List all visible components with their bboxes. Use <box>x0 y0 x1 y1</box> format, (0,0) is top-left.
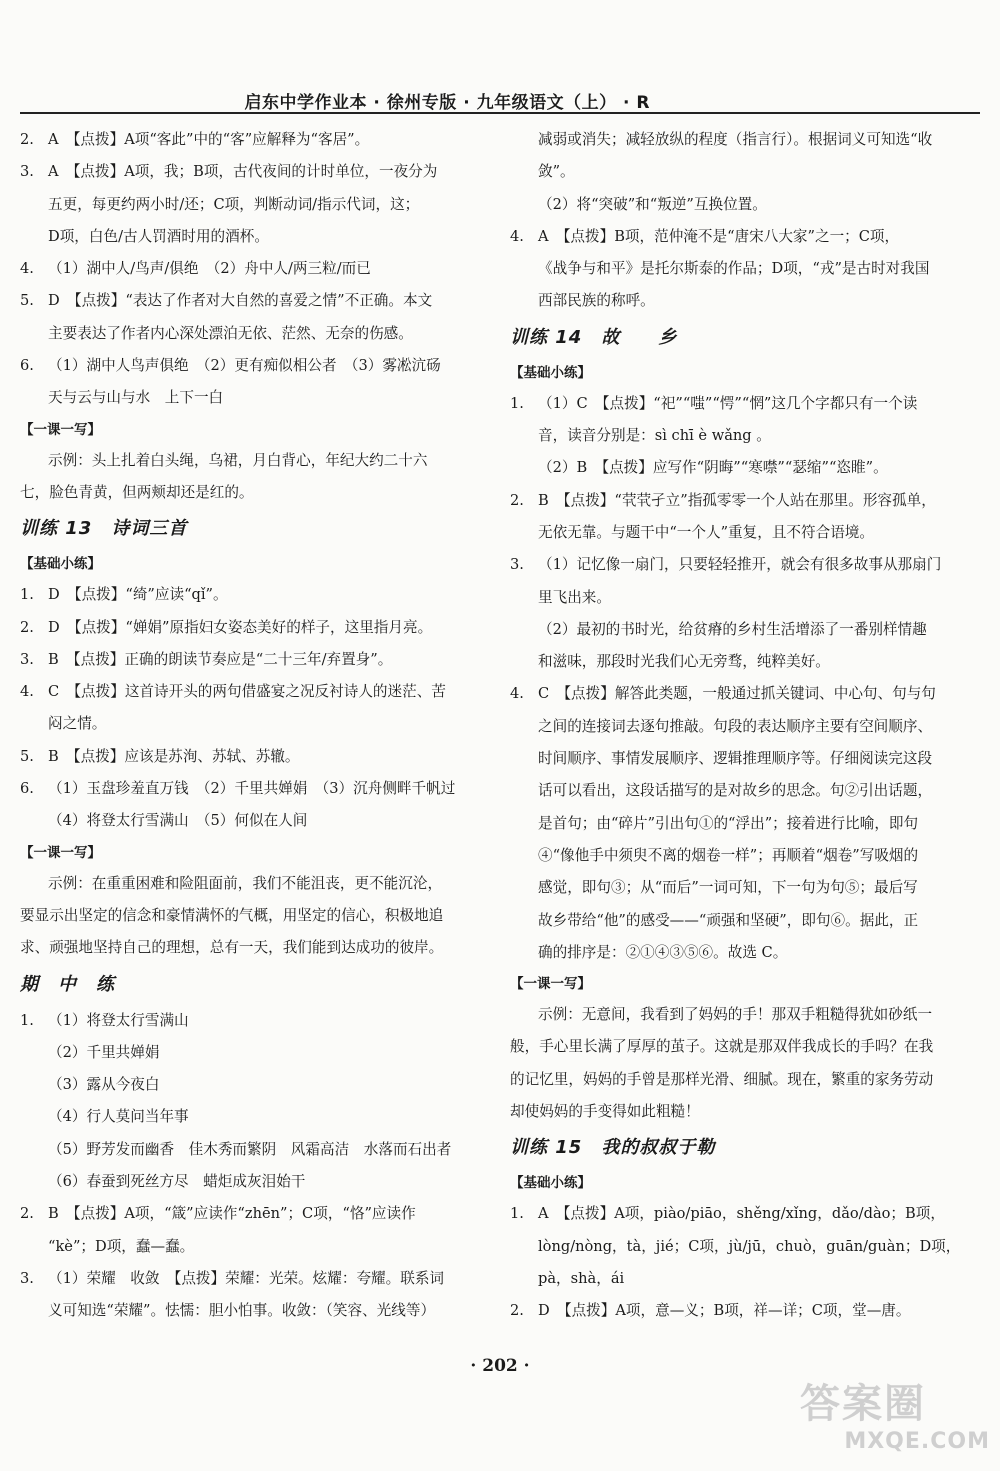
item-continuation: （2）B 【点拨】应写作“阴晦”“寒噤”“瑟缩”“恣睢”。 <box>538 459 888 477</box>
watermark-logo <box>800 1380 990 1464</box>
answer-item <box>20 1263 475 1295</box>
item-continuation: （4）行人莫问当年事 <box>48 1108 189 1126</box>
answer-item <box>20 579 475 611</box>
item-number: 2. <box>20 618 34 636</box>
item-number: 4. <box>20 260 34 278</box>
item-continuation: （2）将“突破”和“叛逆”互换位置。 <box>538 195 767 213</box>
paragraph-start: 示例：无意间，我看到了妈妈的手！那双手粗糙得犹如砂纸一 <box>538 1006 933 1024</box>
item-text: A 【点拨】B项，范仲淹不是“唐宋八大家”之一；C项， <box>538 227 900 245</box>
answer-item <box>20 124 475 156</box>
answer-item <box>20 676 475 708</box>
item-text: B 【点拨】“茕茕孑立”指孤零零一个人站在那里。形容孤单， <box>538 491 936 509</box>
item-text: （1）湖中人鸟声俱绝 （2）更有痴似相公者 （3）雾凇沆砀 <box>48 357 441 375</box>
watermark-url: MXQE.COM <box>844 1429 990 1454</box>
item-text: （1）玉盘珍羞直万钱 （2）千里共婵娟 （3）沉舟侧畔千帆过 <box>48 780 456 798</box>
section-heading: 训练 15 我的叔叔于勒 <box>510 1137 716 1159</box>
item-text: （1）将登太行雪满山 <box>48 1011 189 1029</box>
item-number: 6. <box>20 780 34 798</box>
item-number: 2. <box>510 1302 524 1320</box>
item-continuation: （5）野芳发而幽香 佳木秀而繁阴 风霜高洁 水落而石出者 <box>48 1140 452 1158</box>
paragraph-line: 的记忆里，妈妈的手曾是那样光滑、细腻。现在，繁重的家务劳动 <box>510 1070 934 1088</box>
item-text: A 【点拨】A项，我；B项，古代夜间的计时单位，一夜分为 <box>48 163 438 181</box>
item-text: D 【点拨】“绮”应读“qǐ”。 <box>48 586 228 604</box>
paragraph-line: 七，脸色青黄，但两颊却还是红的。 <box>20 483 254 501</box>
subsection-label: 【基础小练】 <box>510 364 591 381</box>
subsection-label: 【一课一写】 <box>20 844 101 861</box>
item-continuation: 里飞出来。 <box>538 588 611 606</box>
item-text: （1）记忆像一扇门，只要轻轻推开，就会有很多故事从那扇门 <box>538 556 942 574</box>
item-continuation: 话可以看出，这段话描写的是对故乡的思念。句②引出话题， <box>538 782 933 800</box>
item-continuation: 无依无靠。与题干中“一个人”重复，且不符合语境。 <box>538 523 874 541</box>
paragraph-line: 求、顽强地坚持自己的理想，总有一天，我们能到达成功的彼岸。 <box>20 939 444 957</box>
section-heading: 训练 13 诗词三首 <box>20 518 188 540</box>
item-continuation: 和滋味，那段时光我们心无旁骛，纯粹美好。 <box>538 653 830 671</box>
item-continuation: 之间的连接词去逐句推敲。句段的表达顺序主要有空间顺序、 <box>538 717 933 735</box>
subsection-label: 【一课一写】 <box>510 976 591 993</box>
item-text: （1）荣耀 收敛 【点拨】荣耀：光荣。炫耀：夸耀。联系词 <box>48 1269 445 1287</box>
item-continuation: D项，白色/古人罚酒时用的酒杯。 <box>48 227 269 245</box>
item-number: 2. <box>20 1205 34 1223</box>
subsection-label: 【基础小练】 <box>510 1175 591 1192</box>
item-continuation: 西部民族的称呼。 <box>538 292 655 310</box>
item-continuation: ④“像他手中须臾不离的烟卷一样”；再顺着“烟卷”写吸烟的 <box>538 846 919 864</box>
item-continuation: （2）最初的书时光，给贫瘠的乡村生活增添了一番别样情趣 <box>538 620 927 638</box>
subsection-label: 【一课一写】 <box>20 421 101 438</box>
item-number: 1. <box>20 586 34 604</box>
answer-item <box>20 156 475 188</box>
answer-item <box>510 678 965 710</box>
header-divider <box>20 112 980 114</box>
item-continuation: 时间顺序、事情发展顺序、逻辑推理顺序等。仔细阅读完这段 <box>538 750 933 768</box>
answer-item <box>20 285 475 317</box>
item-continuation: 《战争与和平》是托尔斯泰的作品；D项，“戎”是古时对我国 <box>538 260 930 278</box>
answer-item <box>20 612 475 644</box>
item-text: D 【点拨】A项，意—义；B项，祥—详；C项，堂—唐。 <box>538 1302 911 1320</box>
subsection-label: 【基础小练】 <box>20 556 101 573</box>
item-continuation: 敛”。 <box>538 163 575 181</box>
item-number: 5. <box>20 747 34 765</box>
answer-item <box>510 388 965 420</box>
answer-item <box>510 549 965 581</box>
left-column <box>20 124 475 1328</box>
item-text: A 【点拨】A项“客此”中的“客”应解释为“客居”。 <box>48 131 370 148</box>
item-number: 4. <box>510 685 524 703</box>
section-heading: 期 中 练 <box>20 973 115 995</box>
item-continuation: pà，shà，ái <box>538 1269 625 1287</box>
item-number: 2. <box>510 491 524 509</box>
item-number: 4. <box>20 683 34 701</box>
item-continuation: 故乡带给“他”的感受——“顽强和坚硬”，即句⑥。据此，正 <box>538 911 919 929</box>
item-text: C 【点拨】解答此类题，一般通过抓关键词、中心句、句与句 <box>538 685 936 703</box>
page-header <box>20 86 980 113</box>
item-text: （1）湖中人/鸟声/俱绝 （2）舟中人/两三粒/而已 <box>48 260 371 278</box>
answer-item <box>510 485 965 517</box>
answer-item <box>20 1005 475 1037</box>
item-continuation: 义可知选“荣耀”。怯懦：胆小怕事。收敛：（笑容、光线等） <box>48 1302 436 1320</box>
answer-item <box>20 1198 475 1230</box>
item-text: B 【点拨】正确的朗读节奏应是“二十三年/弃置身”。 <box>48 650 393 668</box>
item-number: 2. <box>20 131 34 148</box>
paragraph-line: 却使妈妈的手变得如此粗糙！ <box>510 1103 700 1121</box>
item-text: （1）C 【点拨】“祀”“嗤”“愕”“惘”这几个字都只有一个读 <box>538 394 918 412</box>
item-continuation: 感觉，即句③；从“而后”一词可知，下一句为句⑤；最后写 <box>538 879 918 897</box>
item-continuation: 减弱或消失；减轻放纵的程度（指言行）。根据词义可知选“收 <box>538 131 933 148</box>
item-continuation: 是首句；由“碎片”引出句①的“浮出”；接着进行比喻，即句 <box>538 814 919 832</box>
item-continuation: （2）千里共婵娟 <box>48 1043 160 1061</box>
item-text: C 【点拨】这首诗开头的两句借盛宴之况反衬诗人的迷茫、苦 <box>48 683 446 701</box>
item-text: B 【点拨】应该是苏洵、苏轼、苏辙。 <box>48 747 300 765</box>
item-text: D 【点拨】“表达了作者对大自然的喜爱之情”不正确。本文 <box>48 292 433 310</box>
paragraph-line: 要显示出坚定的信念和豪情满怀的气概，用坚定的信心，积极地追 <box>20 906 444 924</box>
item-text: B 【点拨】A项，“箴”应读作“zhēn”；C项，“恪”应读作 <box>48 1205 416 1223</box>
item-continuation: 闷之情。 <box>48 715 107 733</box>
item-text: A 【点拨】A项，piào/piāo，shěng/xǐng，dǎo/dào；B项， <box>538 1205 945 1223</box>
right-column <box>510 124 965 1328</box>
answer-item <box>20 253 475 285</box>
item-number: 3. <box>20 163 34 181</box>
item-number: 6. <box>20 357 34 375</box>
item-continuation: 天与云与山与水 上下一白 <box>48 389 224 407</box>
item-continuation: 五更，每更约两小时/还；C项，判断动词/指示代词，这； <box>48 195 420 213</box>
item-continuation: 主要表达了作者内心深处漂泊无依、茫然、无奈的伤感。 <box>48 324 413 342</box>
item-number: 3. <box>20 1269 34 1287</box>
paragraph-start: 示例：头上扎着白头绳，乌裙，月白背心，年纪大约二十六 <box>48 451 428 469</box>
answer-item <box>510 221 965 253</box>
watermark-text: 答案圈 <box>800 1381 926 1427</box>
item-continuation: （6）春蚕到死丝方尽 蜡炬成灰泪始干 <box>48 1173 306 1191</box>
item-continuation: （4）将登太行雪满山 （5）何似在人间 <box>48 812 308 830</box>
answer-item <box>510 1295 965 1327</box>
answer-item <box>20 741 475 773</box>
section-heading: 训练 14 故 乡 <box>510 326 678 348</box>
item-continuation: “kè”；D项，蠢—蠢。 <box>48 1237 195 1255</box>
paragraph-start: 示例：在重重困难和险阻面前，我们不能沮丧，更不能沉沦， <box>48 874 443 892</box>
page-number: · 202 · <box>470 1356 530 1376</box>
paragraph-line: 般，手心里长满了厚厚的茧子。这就是那双伴我成长的手吗？在我 <box>510 1038 934 1056</box>
item-continuation: 音，读音分别是：sì chī è wǎng 。 <box>538 427 771 445</box>
item-number: 3. <box>510 556 524 574</box>
answer-item <box>20 644 475 676</box>
item-continuation: 确的排序是：②①④③⑤⑥。故选 C。 <box>538 943 788 961</box>
item-number: 1. <box>510 1205 524 1223</box>
answer-item <box>20 773 475 805</box>
answer-item <box>20 350 475 382</box>
item-number: 5. <box>20 292 34 310</box>
item-continuation: （3）露从今夜白 <box>48 1076 160 1094</box>
answer-item <box>510 1198 965 1230</box>
item-number: 1. <box>20 1011 34 1029</box>
header-title: 启东中学作业本 · 徐州专版 · 九年级语文（上） · R <box>244 93 650 113</box>
item-number: 4. <box>510 227 524 245</box>
item-text: D 【点拨】“婵娟”原指妇女姿态美好的样子，这里指月亮。 <box>48 618 433 636</box>
item-number: 3. <box>20 650 34 668</box>
item-number: 1. <box>510 394 524 412</box>
item-continuation: lòng/nòng，tà，jié；C项，jù/jū，chuò，guān/guàn；D项， <box>538 1237 961 1255</box>
